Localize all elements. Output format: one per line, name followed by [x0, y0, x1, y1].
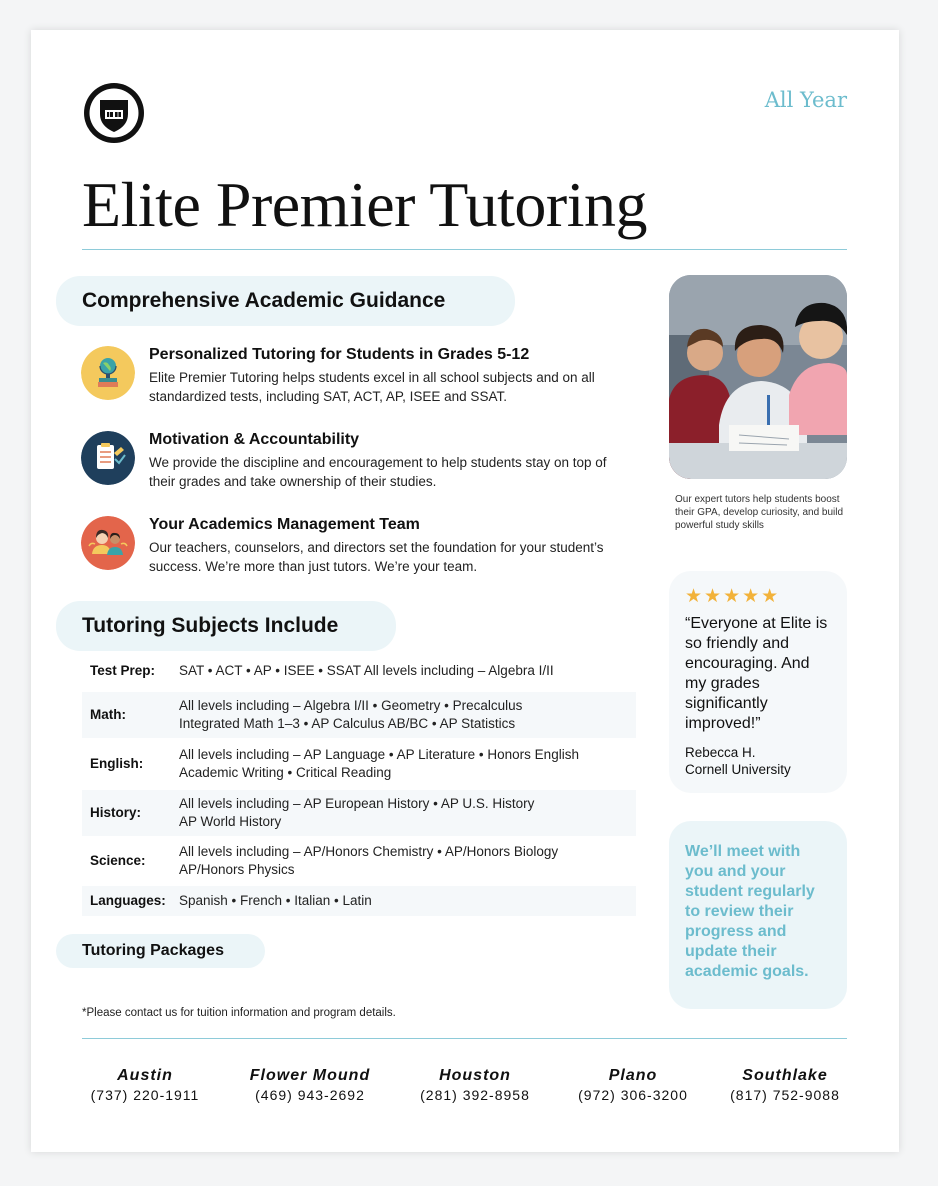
location-phone: (972) 306-3200: [578, 1087, 688, 1103]
location-city: Plano: [608, 1067, 658, 1084]
footer-divider: [82, 1038, 847, 1039]
promise-text: We’ll meet with you and your student regularly to review their progress and update their academic goals.: [685, 843, 815, 980]
photo-caption: Our expert tutors help students boost their GPA, develop curiosity, and build powerful study skills: [675, 494, 844, 531]
guidance-heading-text: Comprehensive Academic Guidance: [82, 289, 446, 312]
subject-label: History:: [82, 790, 179, 836]
subject-line: Spanish • French • Italian • Latin: [179, 893, 372, 908]
guidance-heading: [56, 276, 515, 326]
season-label: All Year: [764, 88, 847, 112]
subject-row-test-prep: [82, 650, 636, 692]
subject-row-languages: [82, 886, 636, 916]
checklist-pencil-icon: [81, 431, 135, 485]
location-phone: (469) 943-2692: [255, 1087, 365, 1103]
testimonial-author: [685, 744, 831, 778]
shield-logo-icon: [82, 81, 146, 145]
subject-line: AP/Honors Physics: [179, 862, 295, 877]
subject-details: [179, 790, 636, 836]
header-divider: [82, 249, 847, 250]
tuition-note: *Please contact us for tuition information and program details.: [82, 1007, 396, 1019]
subjects-table: [82, 650, 636, 916]
subject-details: [179, 836, 636, 886]
location-austin: [60, 1067, 230, 1103]
subject-line: All levels including – AP Language • AP Literature • Honors English: [179, 747, 579, 762]
location-phone: (737) 220-1911: [90, 1087, 200, 1103]
subject-row-math: [82, 692, 636, 738]
location-city: Austin: [117, 1067, 173, 1084]
globe-books-icon: [81, 346, 135, 400]
subject-label: English:: [90, 756, 144, 771]
location-southlake: [700, 1067, 870, 1103]
location-city: Southlake: [742, 1067, 828, 1084]
location-phone: (817) 752-9088: [730, 1087, 840, 1103]
feature-text: Our teachers, counselors, and directors set the foundation for your student’s success. We’re more than just tutors. We’re your team.: [149, 540, 604, 574]
subject-label: Languages:: [82, 886, 179, 916]
subject-row-science: [82, 836, 636, 886]
feature-title: Your Academics Management Team: [149, 516, 420, 533]
subject-label: Science:: [90, 853, 146, 868]
feature-text: We provide the discipline and encouragement to help students stay on top of their grades and take ownership of their studies.: [149, 455, 607, 489]
subject-details: [179, 738, 636, 790]
rating-stars: ★★★★★: [685, 586, 781, 607]
testimonial-card: [669, 571, 847, 793]
testimonial-quote: “Everyone at Elite is so friendly and encouraging. And my grades significantly improved!”: [685, 615, 828, 732]
subject-line: Academic Writing • Critical Reading: [179, 765, 392, 780]
subject-line: AP World History: [179, 814, 282, 829]
subjects-heading: [56, 601, 396, 651]
subject-row-english: [82, 738, 636, 790]
flyer-page: [31, 30, 899, 1152]
location-phone: (281) 392-8958: [420, 1087, 530, 1103]
page-title: Elite Premier Tutoring: [82, 169, 647, 240]
feature-text: Elite Premier Tutoring helps students excel in all school subjects and on all standardized tests, including SAT, ACT, AP, ISEE and SSAT.: [149, 370, 595, 404]
feature-title: Motivation & Accountability: [149, 431, 360, 448]
subject-line: All levels including – Algebra I/II • Geometry • Precalculus: [179, 698, 523, 713]
testimonial-school: Cornell University: [685, 762, 791, 777]
subject-line: All levels including – AP/Honors Chemistry • AP/Honors Biology: [179, 844, 559, 859]
students-photo: [669, 275, 847, 479]
team-people-icon: [81, 516, 135, 570]
subject-line: All levels including – AP European History • AP U.S. History: [179, 796, 535, 811]
subjects-heading-text: Tutoring Subjects Include: [82, 614, 339, 637]
subject-label: Test Prep:: [90, 663, 156, 678]
subject-details: [179, 650, 636, 692]
location-flower-mound: [225, 1067, 395, 1103]
subject-row-history: [82, 790, 636, 836]
location-city: Houston: [439, 1067, 511, 1084]
promise-card: [669, 821, 847, 1009]
subject-details: [179, 886, 636, 916]
subject-line: Integrated Math 1–3 • AP Calculus AB/BC • AP Statistics: [179, 716, 516, 731]
location-plano: [548, 1067, 718, 1103]
location-houston: [390, 1067, 560, 1103]
feature-title: Personalized Tutoring for Students in Grades 5-12: [149, 346, 530, 363]
subject-label: Math:: [82, 692, 179, 738]
subject-line: SAT • ACT • AP • ISEE • SSAT All levels including – Algebra I/II: [179, 663, 554, 678]
packages-heading: [56, 934, 265, 968]
subject-details: [179, 692, 636, 738]
location-city: Flower Mound: [249, 1067, 371, 1084]
packages-heading-text: Tutoring Packages: [82, 942, 224, 959]
testimonial-name: Rebecca H.: [685, 745, 756, 760]
